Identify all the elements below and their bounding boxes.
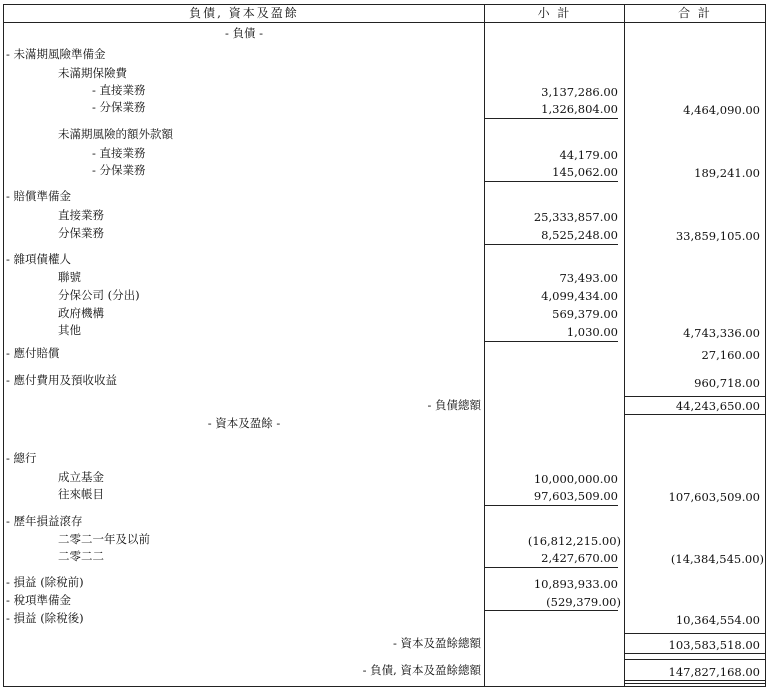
row-label: - 分保業務 <box>92 163 146 177</box>
row-label: 未滿期風險的額外款額 <box>58 127 173 141</box>
row-subtotal: (529,379.00) <box>546 595 621 609</box>
row-label-total-capital: - 資本及盈餘總額 <box>392 636 481 650</box>
row-subtotal: 10,000,000.00 <box>533 472 618 486</box>
row-label: 分保公司 (分出) <box>58 288 140 302</box>
row-label: 成立基金 <box>58 470 104 484</box>
row-total: 960,718.00 <box>694 376 760 390</box>
subtotal-rule <box>485 610 618 611</box>
row-label: - 歷年損益滾存 <box>6 514 83 528</box>
row-subtotal: 73,493.00 <box>559 271 618 285</box>
subtotal-rule <box>485 181 618 182</box>
column-divider-total <box>624 4 625 687</box>
row-total: 4,743,336.00 <box>683 326 760 340</box>
row-subtotal: (16,812,215.00) <box>527 534 621 548</box>
header-total: 合 計 <box>678 6 712 20</box>
row-label: 直接業務 <box>58 208 104 222</box>
row-label: - 分保業務 <box>92 100 146 114</box>
subtotal-rule <box>485 505 618 506</box>
total-rule <box>625 659 766 660</box>
row-subtotal: 10,893,933.00 <box>533 577 618 591</box>
header-subtotal: 小 計 <box>537 6 572 20</box>
row-label: - 應付費用及預收收益 <box>6 373 118 387</box>
subtotal-rule <box>485 244 618 245</box>
subtotal-rule <box>485 567 618 568</box>
section-title-liabilities: - 負債 - <box>224 26 264 40</box>
row-label: - 應付賠償 <box>6 346 60 360</box>
row-total: 44,243,650.00 <box>675 399 760 413</box>
total-rule <box>625 414 766 415</box>
row-subtotal: 1,326,804.00 <box>541 102 618 116</box>
row-label: - 直接業務 <box>92 146 146 160</box>
subtotal-rule <box>485 118 618 119</box>
row-label-total-liabilities: - 負債總額 <box>427 398 481 412</box>
row-total: 33,859,105.00 <box>675 229 760 243</box>
total-rule <box>625 653 766 654</box>
row-subtotal: 97,603,509.00 <box>533 489 618 503</box>
header-description: 負債, 資本及盈餘 <box>189 6 299 20</box>
row-label: 其他 <box>58 323 81 337</box>
row-label: - 損益 (除稅前) <box>6 575 84 589</box>
row-total: 10,364,554.00 <box>675 613 760 627</box>
column-divider-subtotal <box>484 4 485 687</box>
header-divider <box>3 22 766 23</box>
double-rule-top <box>625 680 766 681</box>
row-total: 103,583,518.00 <box>668 638 760 652</box>
row-subtotal: 569,379.00 <box>552 307 618 321</box>
row-label: - 損益 (除稅後) <box>6 611 84 625</box>
row-total: 189,241.00 <box>694 166 760 180</box>
row-label: 政府機構 <box>58 306 104 320</box>
row-subtotal: 8,525,248.00 <box>541 228 618 242</box>
row-label: 往來帳目 <box>58 487 104 501</box>
row-label: - 總行 <box>6 451 37 465</box>
row-label: - 雜項債權人 <box>6 252 72 266</box>
row-label: - 稅項準備金 <box>6 593 72 607</box>
section-title-capital: - 資本及盈餘 - <box>207 416 281 430</box>
row-total: 107,603,509.00 <box>668 490 760 504</box>
row-label: 聯號 <box>58 270 81 284</box>
row-label-grand-total: - 負債, 資本及盈餘總額 <box>362 663 481 677</box>
row-subtotal: 4,099,434.00 <box>541 289 618 303</box>
row-label: 二零二一年及以前 <box>58 532 150 546</box>
row-label: 分保業務 <box>58 226 104 240</box>
row-subtotal: 2,427,670.00 <box>541 551 618 565</box>
row-total: 27,160.00 <box>701 348 760 362</box>
double-rule-bottom <box>625 683 766 684</box>
row-label: - 賠償準備金 <box>6 189 72 203</box>
row-subtotal: 145,062.00 <box>552 165 618 179</box>
row-total: 147,827,168.00 <box>668 665 760 679</box>
row-subtotal: 44,179.00 <box>559 148 618 162</box>
row-label: 二零二二 <box>58 549 104 563</box>
row-label: - 未滿期風險準備金 <box>6 47 106 61</box>
row-label: 未滿期保險費 <box>58 66 127 80</box>
total-rule <box>625 396 766 397</box>
row-subtotal: 1,030.00 <box>566 325 618 339</box>
row-total: (14,384,545.00) <box>670 552 764 566</box>
row-subtotal: 25,333,857.00 <box>533 210 618 224</box>
row-total: 4,464,090.00 <box>683 103 760 117</box>
total-rule <box>625 633 766 634</box>
row-label: - 直接業務 <box>92 83 146 97</box>
row-subtotal: 3,137,286.00 <box>541 85 618 99</box>
subtotal-rule <box>485 341 618 342</box>
